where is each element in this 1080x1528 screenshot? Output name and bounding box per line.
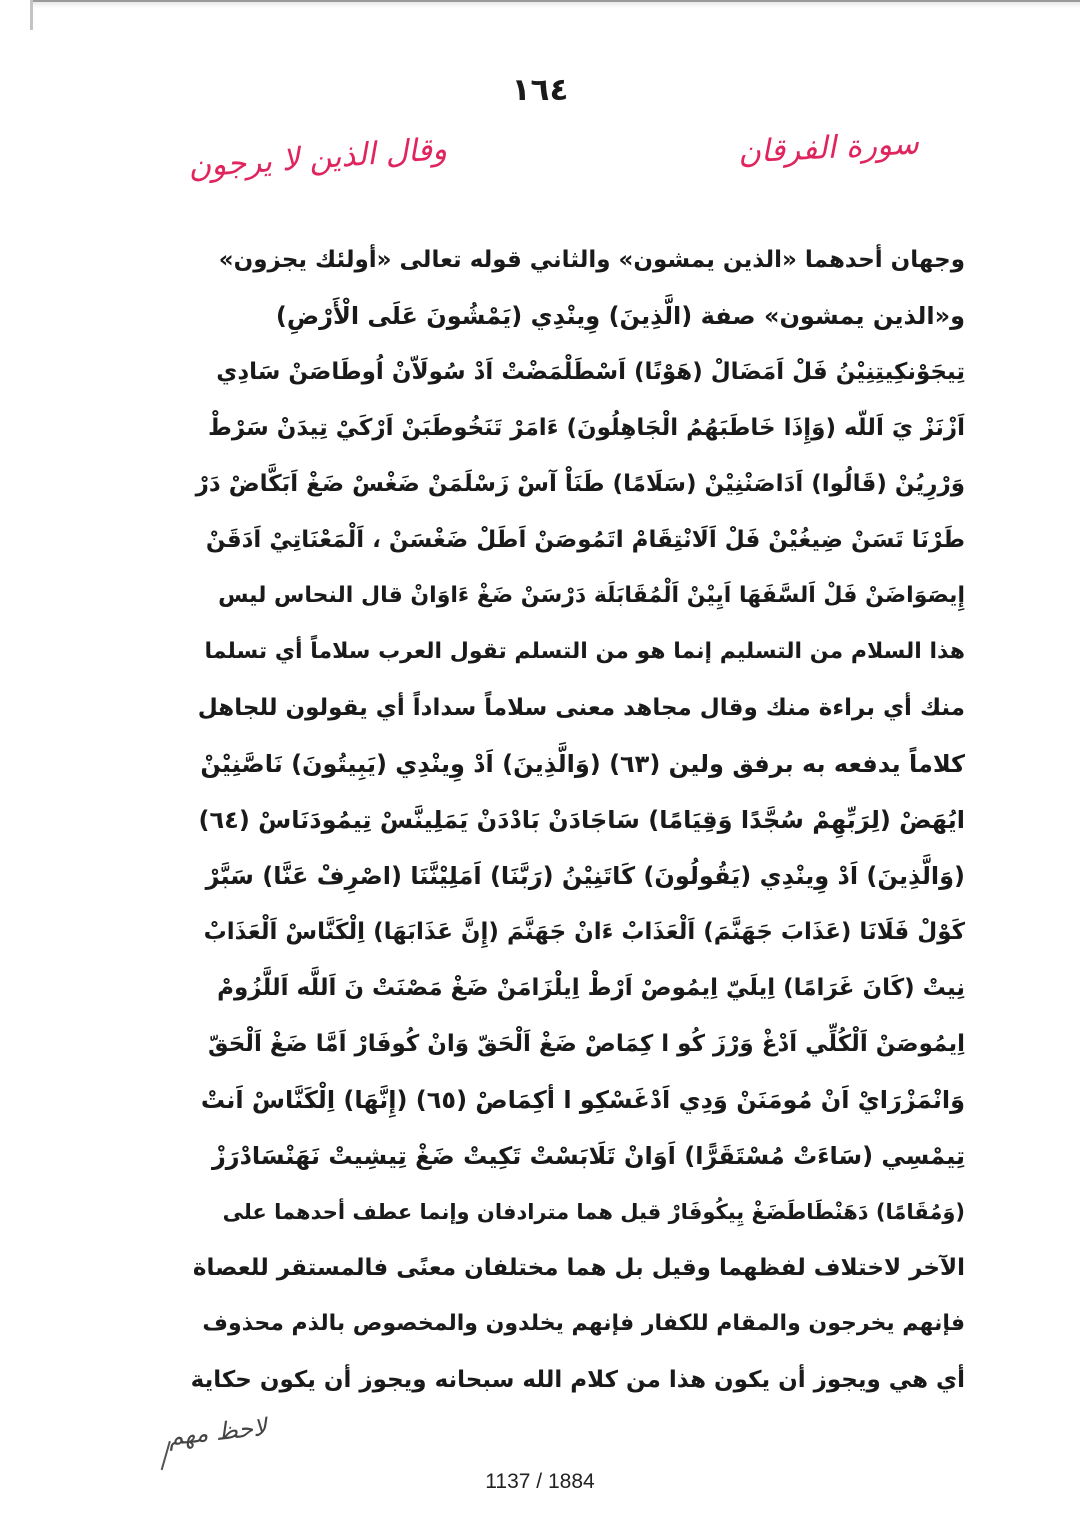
text-line: (وَمُقَامًا) دَهَنْطَاطَضَغْ يِيكُوفَارْ قيل هما مترادفان وإنما عطف أحدهما على: [222, 1200, 965, 1224]
text-line: ايُهَضْ (لِرَبِّهِمْ سُجَّدًا وَقِيَامًا) سَاجَادَنْ بَادْدَنْ يَمَلِينَّسْ تِيمُودَنَاسْ (٦٤): [198, 806, 965, 834]
text-line: وَانْمَزْرَايْ اَنْ مُومَنَنْ وَدِي اَدْغَسْكِو ا أكِمَاصْ (٦٥) (إِنَّهَا) اِلْكَنَّاسْ اَنتْ: [200, 1086, 965, 1114]
text-line: أي هي ويجوز أن يكون هذا من كلام الله سبحانه ويجوز أن يكون حكاية: [190, 1367, 965, 1393]
scan-left-edge: [30, 0, 33, 30]
page-number: ١٦٤: [511, 72, 569, 108]
text-line: كلاماً يدفعه به برفق ولين (٦٣) (وَالَّذِينَ) اَدْ وِينْدِي (يَبِيتُونَ) نَاصَّنِيْنْ: [200, 750, 965, 778]
text-line: كَوْلْ فَلَانَا (عَذَابَ جَهَنَّمَ) اَلْعَذَابْ ءَانْ جَهَنَّمَ (إِنَّ عَذَابَهَا) اِلْكَنَّاسْ اَلْعَذَابْ: [203, 919, 965, 945]
handwritten-surah-note: سورة الفرقان: [737, 125, 920, 171]
text-line: اَزْنَزْ يَ اَللّه (وَإِذَا خَاطَبَهُمُ الْجَاهِلُونَ) ءَامَرْ تَنَخُوطَبَنْ اَرْكَيْ تِيدَنْ سَرْطْ: [207, 415, 965, 441]
text-line: تِيمْسِي (سَاءَتْ مُسْتَقَرًّا) اَوَانْ تَلَابَسْتْ تَكِيتْ ضَغْ تِيشِيتْ نَهَنْسَادْرَزْ: [211, 1142, 965, 1170]
text-line: هذا السلام من التسليم إنما هو من التسلم تقول العرب سلاماً أي تسلما: [204, 639, 965, 664]
text-line: وجهان أحدهما «الذين يمشون» والثاني قوله تعالى «أولئك يجزون»: [218, 247, 965, 273]
handwritten-margin-note: لاحظ مهم: [166, 1412, 269, 1452]
text-line: إِيصَوَاضَنْ فَلْ اَلسَّفَهَا اَيِيْنْ اَلْمُقَابَلَة دَرْسَنْ ضَغْ ءَاوَانْ قال النحاس ليس: [218, 583, 965, 608]
scan-top-edge: [30, 0, 1080, 8]
text-line: و«الذين يمشون» صفة (الَّذِينَ) وِينْدِي (يَمْشُونَ عَلَى الْأَرْضِ): [275, 302, 965, 330]
text-line: نِيتْ (كَانَ غَرَامًا) اِيلَيّ اِيمُوصْ اَرْطْ اِيلْزَامَنْ ضَغْ مَصْنَتْ نَ اَللَّه اَللَّزُومْ: [217, 975, 965, 1001]
text-line: (وَالَّذِينَ) اَدْ وِينْدِي (يَقُولُونَ) كَاتَنِيْنُ (رَبَّنَا) اَمَلِيْنَّنَا (اصْرِفْ عَنَّا) سَبَّرْ: [205, 862, 965, 890]
text-line: وَرْرِيُنْ (قَالُوا) اَدَاصَنْنِيْنْ (سَلَامًا) طَنَاْ آسْ زَسْلَمَنْ ضَغْسْ ضَغْ اَبَكَّاضْ دَرْ: [195, 471, 965, 497]
text-line: طَرْنَا تَسَنْ ضِيغُيْنْ فَلْ اَلَانْتِقَامْ اتَمُوصَنْ اَطَلْ ضَغْسَنْ ، اَلْمَعْنَاتِيْ اَدَقَنْ: [205, 527, 965, 553]
text-line: تِيجَوْنكِيتِنِيْنُ فَلْ اَمَضَالْ (هَوْنًا) اَسْطَلْمَضْتْ اَدْ سُولَاّنْ اُوطَاصَنْ سَادِي: [216, 359, 965, 385]
text-line: الآخر لاختلاف لفظهما وقيل بل هما مختلفان معنًى فالمستقر للعصاة: [192, 1255, 965, 1281]
body-text: [190, 232, 965, 1408]
text-line: منك أي براءة منك وقال مجاهد معنى سلاماً سداداً أي يقولون للجاهل: [197, 695, 965, 721]
text-line: فإنهم يخرجون والمقام للكفار فإنهم يخلدون والمخصوص بالذم محذوف: [202, 1311, 965, 1336]
page-counter: 1137 / 1884: [485, 1470, 595, 1493]
handwritten-phrase-note: وقال الذين لا يرجون: [187, 131, 449, 185]
text-line: اِيمُوصَنْ اَلْكُلِّي اَدْغْ وَرْزَ كُو ا كِمَاصْ ضَغْ اَلْحَقّ وَانْ كُوفَارْ اَمَّا ضَغْ اَلْحَقّ: [208, 1031, 965, 1057]
